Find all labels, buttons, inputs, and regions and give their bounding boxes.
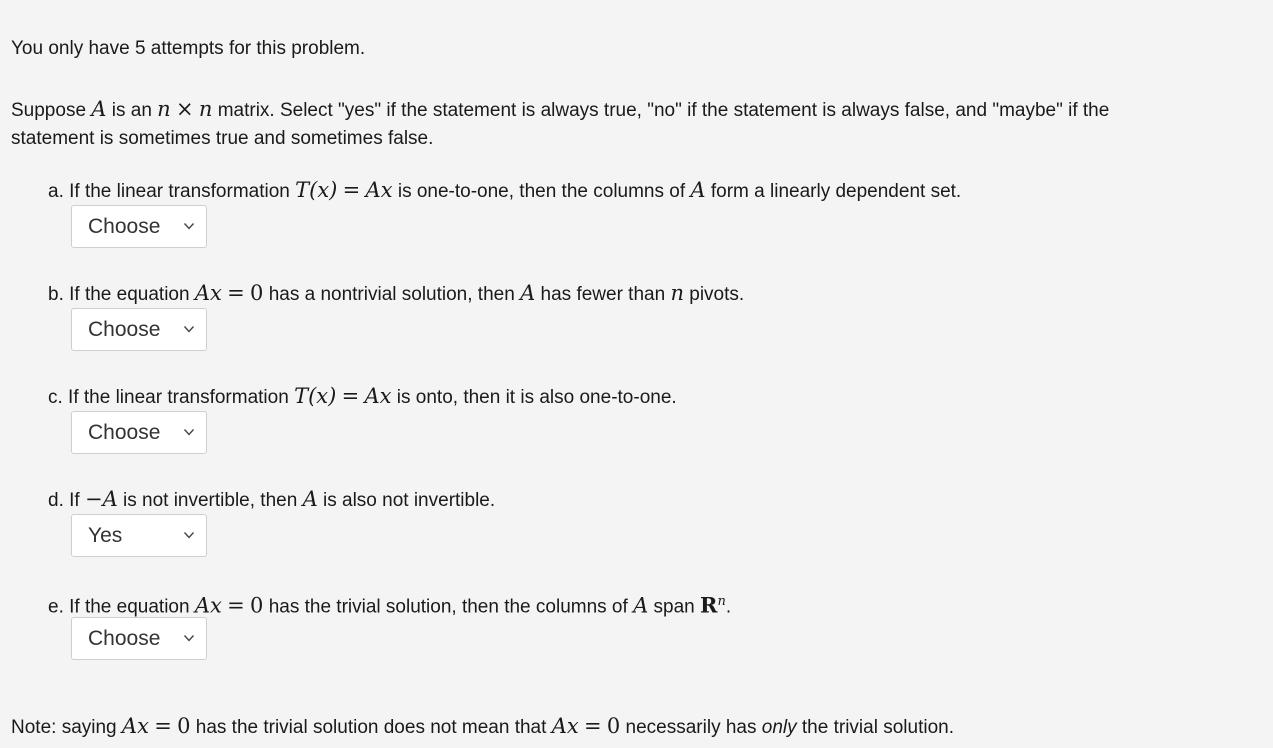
question-text: . <box>725 596 732 618</box>
math-n: n <box>198 97 213 121</box>
select-value: Choose <box>88 420 161 444</box>
problem-statement-line2: statement is sometimes true and sometimes false. <box>11 128 434 149</box>
question-text: is not invertible, then <box>123 490 298 511</box>
chevron-down-icon <box>183 632 195 644</box>
math-Ax: Ax <box>194 593 222 618</box>
math-Tx: T(x) <box>295 178 338 202</box>
question-text: form a linearly dependent set. <box>710 181 962 202</box>
answer-select-d[interactable] <box>71 514 207 557</box>
math-equals: = <box>341 384 360 408</box>
question-text: is one-to-one, then the columns of <box>397 181 686 202</box>
problem-statement-line1 <box>11 95 1109 125</box>
math-R: R <box>700 592 718 618</box>
math-A: A <box>520 281 536 305</box>
math-zero: 0 <box>606 714 621 738</box>
math-zero: 0 <box>250 593 264 618</box>
math-A: A <box>91 97 107 121</box>
math-n: n <box>670 281 684 305</box>
math-n: n <box>157 97 171 121</box>
math-A: A <box>633 593 649 618</box>
answer-select-b[interactable] <box>71 308 207 351</box>
chevron-down-icon <box>183 529 195 541</box>
math-A: A <box>302 487 318 511</box>
math-Ax: Ax <box>551 714 579 738</box>
question-text: has fewer than <box>540 284 666 305</box>
math-negative-A: −A <box>84 487 118 511</box>
question-text: span <box>653 596 695 618</box>
intro-text: is an <box>111 100 152 121</box>
intro-text: Suppose <box>11 100 87 121</box>
math-Ax: Ax <box>364 384 392 408</box>
select-value: Choose <box>88 626 161 650</box>
note-text: the trivial solution. <box>801 717 954 738</box>
question-text: has the trivial solution, then the columns of <box>268 596 628 618</box>
math-zero: 0 <box>250 281 264 305</box>
question-b <box>48 279 744 309</box>
math-equals: = <box>154 714 172 738</box>
question-c <box>48 382 677 412</box>
math-Tx: T(x) <box>294 384 337 408</box>
note-text: has the trivial solution does not mean that <box>195 717 547 738</box>
chevron-down-icon <box>183 220 195 232</box>
chevron-down-icon <box>183 426 195 438</box>
question-text: is also not invertible. <box>323 490 496 511</box>
attempts-notice: You only have 5 attempts for this problem. <box>11 38 366 59</box>
question-d <box>48 485 495 515</box>
math-Ax: Ax <box>121 714 149 738</box>
chevron-down-icon <box>183 323 195 335</box>
answer-select-e[interactable] <box>71 617 207 660</box>
math-Ax: Ax <box>194 281 222 305</box>
math-zero: 0 <box>177 714 191 738</box>
note-text: Note: saying <box>11 717 117 738</box>
select-value: Choose <box>88 214 161 238</box>
note <box>11 712 954 742</box>
intro-text: matrix. Select "yes" if the statement is always true, "no" if the statement is always false, and "maybe" if the <box>217 100 1110 121</box>
math-Ax: Ax <box>365 178 393 202</box>
answer-select-c[interactable] <box>71 411 207 454</box>
question-text: d. If <box>48 490 80 511</box>
question-text: b. If the equation <box>48 284 190 305</box>
math-superscript-n: n <box>717 594 726 609</box>
note-text: necessarily has <box>625 717 757 738</box>
question-text: has a nontrivial solution, then <box>268 284 515 305</box>
select-value: Yes <box>88 523 123 547</box>
answer-select-a[interactable] <box>71 205 207 248</box>
math-equals: = <box>342 178 361 202</box>
question-text: is onto, then it is also one-to-one. <box>396 387 677 408</box>
math-equals: = <box>583 714 602 738</box>
math-times: × <box>175 97 194 121</box>
question-text: a. If the linear transformation <box>48 181 290 202</box>
note-emphasis: only <box>761 717 797 738</box>
math-equals: = <box>227 593 245 618</box>
question-text: c. If the linear transformation <box>48 387 289 408</box>
math-equals: = <box>227 281 245 305</box>
select-value: Choose <box>88 317 161 341</box>
question-text: pivots. <box>689 284 745 305</box>
question-a <box>48 176 961 206</box>
question-text: e. If the equation <box>48 596 190 618</box>
math-A: A <box>690 178 706 202</box>
